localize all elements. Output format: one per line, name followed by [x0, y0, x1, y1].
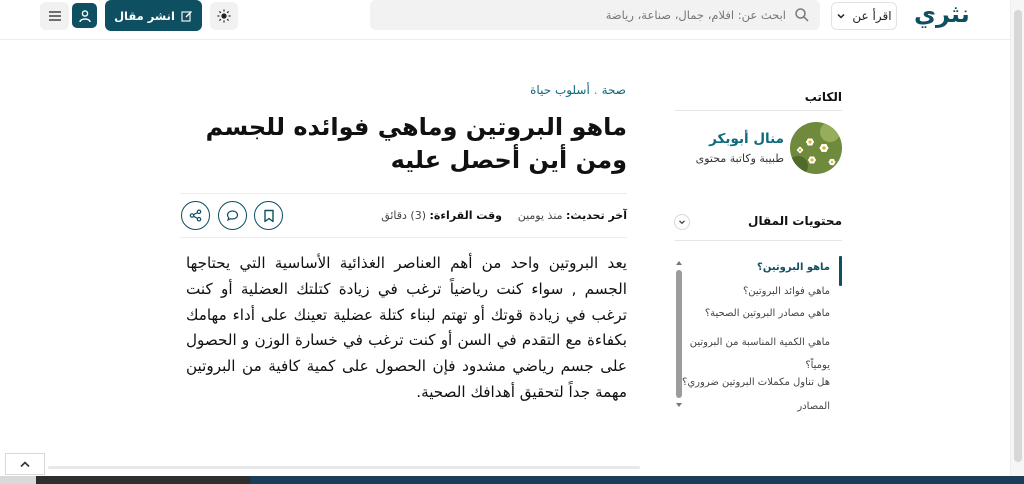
reading-time-value: (3) دقائق [381, 209, 427, 222]
site-logo[interactable]: نثري [914, 0, 970, 28]
bookmark-icon [263, 209, 275, 223]
category-link[interactable]: صحة [601, 83, 626, 97]
page-scrollbar-thumb[interactable] [1014, 10, 1022, 462]
toc-item[interactable]: المصادر [797, 401, 830, 412]
toc-scrollbar-thumb[interactable] [676, 270, 682, 398]
author-section-heading: الكاتب [804, 90, 842, 104]
horizontal-scroll-area [0, 453, 640, 471]
scroll-up-arrow-icon [674, 259, 684, 267]
toc-panel [674, 256, 842, 416]
toc-item[interactable]: ماهو البروتين؟ [757, 262, 830, 273]
share-icon [189, 209, 202, 222]
reading-time-label: وقت القراءة: [429, 209, 502, 222]
publish-article-label: انشر مقال [114, 8, 175, 23]
toc-item[interactable]: ماهي الكمية المناسبة من البروتين يومياً؟ [689, 337, 830, 371]
bookmark-button[interactable] [254, 201, 283, 230]
author-role: طبيبة وكاتبة محتوى [695, 152, 784, 165]
share-button[interactable] [181, 201, 210, 230]
scroll-down-arrow-icon [674, 401, 684, 409]
toc-collapse-button[interactable] [674, 214, 690, 230]
toc-scrollbar[interactable] [674, 256, 684, 414]
taskbar-strip [0, 476, 1024, 484]
main-menu-button[interactable] [40, 2, 69, 30]
search-input[interactable] [386, 5, 786, 25]
author-name-link[interactable]: منال أبوبكر [709, 131, 784, 147]
publish-article-button[interactable] [105, 0, 202, 31]
toc-active-indicator [839, 256, 842, 286]
read-about-label: اقرأ عن [852, 9, 892, 23]
comment-button[interactable] [218, 201, 247, 230]
chevron-down-icon [678, 218, 686, 226]
toc-item[interactable]: ماهي فوائد البروتين؟ [742, 286, 830, 297]
toc-heading: محتويات المقال [748, 214, 842, 228]
last-updated-value: منذ يومين [517, 209, 563, 222]
reading-time [366, 209, 502, 222]
sun-icon [217, 9, 231, 23]
chevron-up-icon [19, 460, 31, 468]
page-vertical-scrollbar[interactable] [1010, 0, 1024, 476]
divider [180, 193, 627, 194]
divider [180, 237, 627, 238]
last-updated [490, 209, 627, 222]
user-icon [78, 9, 92, 23]
divider [675, 240, 842, 241]
category-link[interactable]: أسلوب حياة [530, 83, 590, 97]
taskbar-segment [250, 476, 1024, 484]
article-intro-paragraph: يعد البروتين واحد من أهم العناصر الغذائية الأساسية التي يحتاجها الجسم , سواء كنت رياضياً ترغب في زيادة كتلتك العضلية أو كنت ترغب في زيادة قوتك أو تهتم لبناء كتلة عضلية تعينك على أداء مهامك بكفاءة مع التقدم في السن أو كنت ترغب في خسارة الوزن و الحصول على جسم رياضي مشدود فإن الحصول على كمية كافية من البروتين مهمة جداً لتحقيق أهدافك الصحية. [186, 254, 627, 401]
taskbar-segment [0, 476, 36, 484]
toc-item[interactable]: هل تناول مكملات البروتين ضروري؟ [682, 377, 830, 388]
divider [675, 110, 842, 111]
flower-avatar-image [790, 122, 842, 174]
article-title: ماهو البروتين وماهي فوائده للجسم ومن أين أحصل عليه [205, 113, 627, 174]
author-avatar[interactable] [790, 122, 842, 174]
last-updated-label: آخر تحديث: [566, 209, 627, 222]
category-breadcrumb [460, 83, 626, 97]
read-about-dropdown[interactable] [831, 2, 897, 30]
edit-icon [181, 10, 193, 22]
theme-toggle-button[interactable] [210, 2, 238, 30]
top-navigation-bar [0, 0, 1010, 40]
menu-icon [48, 10, 62, 22]
separator: . [593, 83, 598, 97]
chevron-down-icon [836, 11, 846, 21]
horizontal-scroll-track[interactable] [48, 466, 640, 469]
scroll-to-top-button[interactable] [5, 453, 45, 475]
search-icon [794, 7, 810, 23]
toc-item[interactable]: ماهي مصادر البروتين الصحية؟ [704, 308, 830, 319]
search-box[interactable] [370, 0, 820, 30]
comment-icon [226, 209, 239, 222]
user-account-button[interactable] [72, 3, 97, 28]
